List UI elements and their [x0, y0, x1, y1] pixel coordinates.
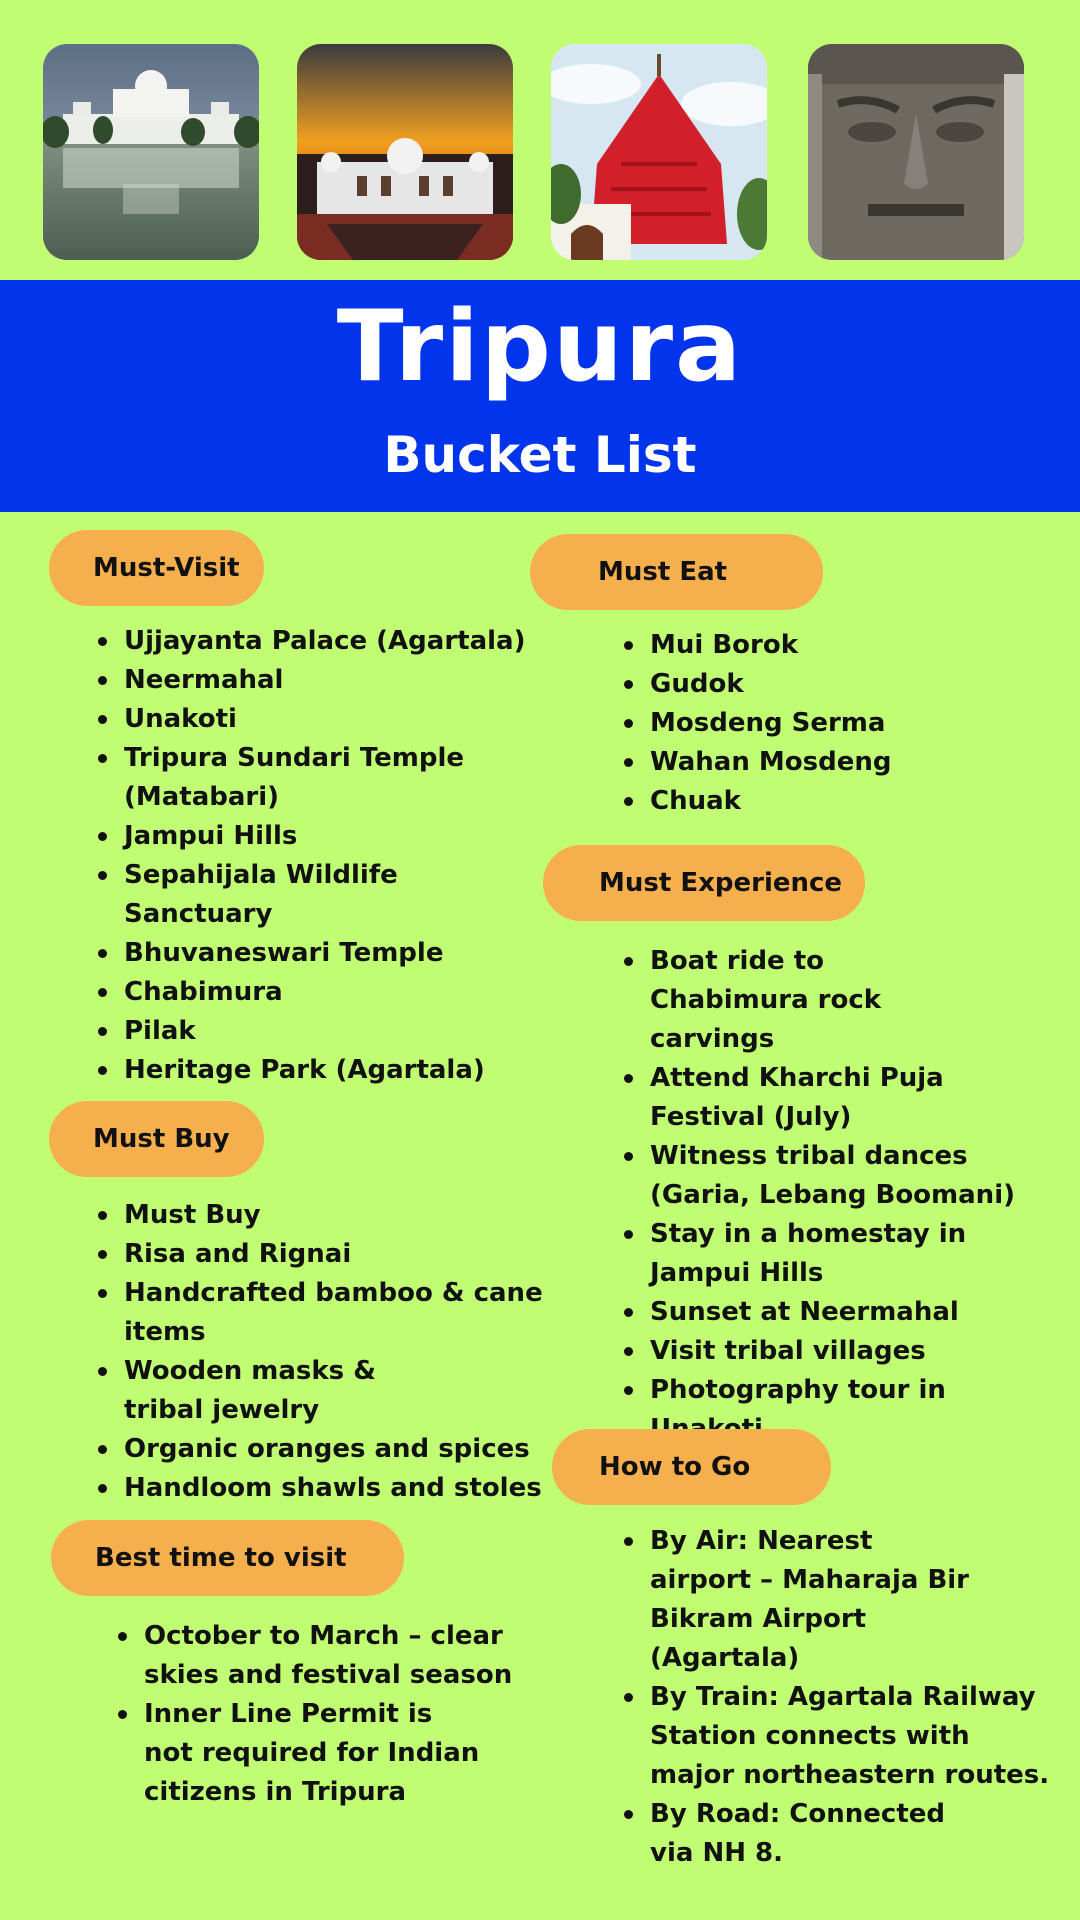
- page-title: Tripura: [336, 290, 744, 404]
- list-item: Handloom shawls and stoles: [120, 1469, 550, 1508]
- list-item: Photography tour in: [646, 1371, 950, 1449]
- must-experience-list: [620, 942, 1046, 1449]
- list-item: Tripura Sundari Temple (Matabari): [120, 739, 464, 817]
- list-item: Pilak: [120, 1012, 540, 1051]
- list-item: Wooden masks & tribal jewelry: [120, 1352, 464, 1430]
- how-to-go-heading: How to Go: [552, 1429, 831, 1505]
- must-visit-heading: Must-Visit: [49, 530, 264, 606]
- best-time-list: [114, 1617, 520, 1812]
- how-to-go-list: [620, 1522, 1056, 1873]
- list-item: Must Buy: [120, 1196, 550, 1235]
- list-item: Attend Kharchi Puja Festival (July): [646, 1059, 950, 1137]
- list-item: Organic oranges and spices: [120, 1430, 550, 1469]
- must-visit-list: [94, 622, 540, 1090]
- list-item: Bhuvaneswari Temple: [120, 934, 540, 973]
- must-buy-heading: Must Buy: [49, 1101, 264, 1177]
- must-eat-heading: Must Eat: [530, 534, 823, 610]
- list-item: Mosdeng Serma: [646, 704, 1026, 743]
- list-item: By Train: Agartala Railway Station connects with major northeastern routes.: [646, 1678, 1056, 1795]
- list-item: Mui Borok: [646, 626, 1026, 665]
- list-item: Gudok: [646, 665, 1026, 704]
- unakoti-rock-carving-photo: [808, 44, 1024, 260]
- list-item: Stay in a homestay in Jampui Hills: [646, 1215, 970, 1293]
- title-banner: [0, 280, 1080, 512]
- page-subtitle: Bucket List: [383, 426, 697, 484]
- list-item: Wahan Mosdeng: [646, 743, 1026, 782]
- list-item: Risa and Rignai: [120, 1235, 550, 1274]
- list-item: Neermahal: [120, 661, 540, 700]
- tripura-sundari-temple-photo: [551, 44, 767, 260]
- must-eat-list: [620, 626, 1026, 821]
- list-item: Chabimura: [120, 973, 540, 1012]
- must-experience-heading: Must Experience: [543, 845, 865, 921]
- list-item: Jampui Hills: [120, 817, 540, 856]
- list-item: Sunset at Neermahal: [646, 1293, 1046, 1332]
- ujjayanta-palace-photo: [43, 44, 259, 260]
- best-time-heading: Best time to visit: [51, 1520, 404, 1596]
- list-item: Sepahijala Wildlife Sanctuary: [120, 856, 404, 934]
- must-buy-list: [94, 1196, 550, 1508]
- list-item: Handcrafted bamboo & cane items: [120, 1274, 550, 1352]
- list-item: October to March – clear skies and festival season: [140, 1617, 520, 1695]
- list-item: By Air: Nearest airport – Maharaja Bir Bikram Airport (Agartala): [646, 1522, 980, 1678]
- list-item: Boat ride to Chabimura rock carvings: [646, 942, 990, 1059]
- list-item: Ujjayanta Palace (Agartala): [120, 622, 540, 661]
- neermahal-sunset-photo: [297, 44, 513, 260]
- list-item: Chuak: [646, 782, 1026, 821]
- list-item: Witness tribal dances (Garia, Lebang Boomani): [646, 1137, 1030, 1215]
- list-item: Heritage Park (Agartala): [120, 1051, 540, 1090]
- list-item: Visit tribal villages: [646, 1332, 1046, 1371]
- list-item: Inner Line Permit is not required for Indian citizens in Tripura: [140, 1695, 484, 1812]
- list-item: By Road: Connected via NH 8.: [646, 1795, 970, 1873]
- list-item: Unakoti: [120, 700, 540, 739]
